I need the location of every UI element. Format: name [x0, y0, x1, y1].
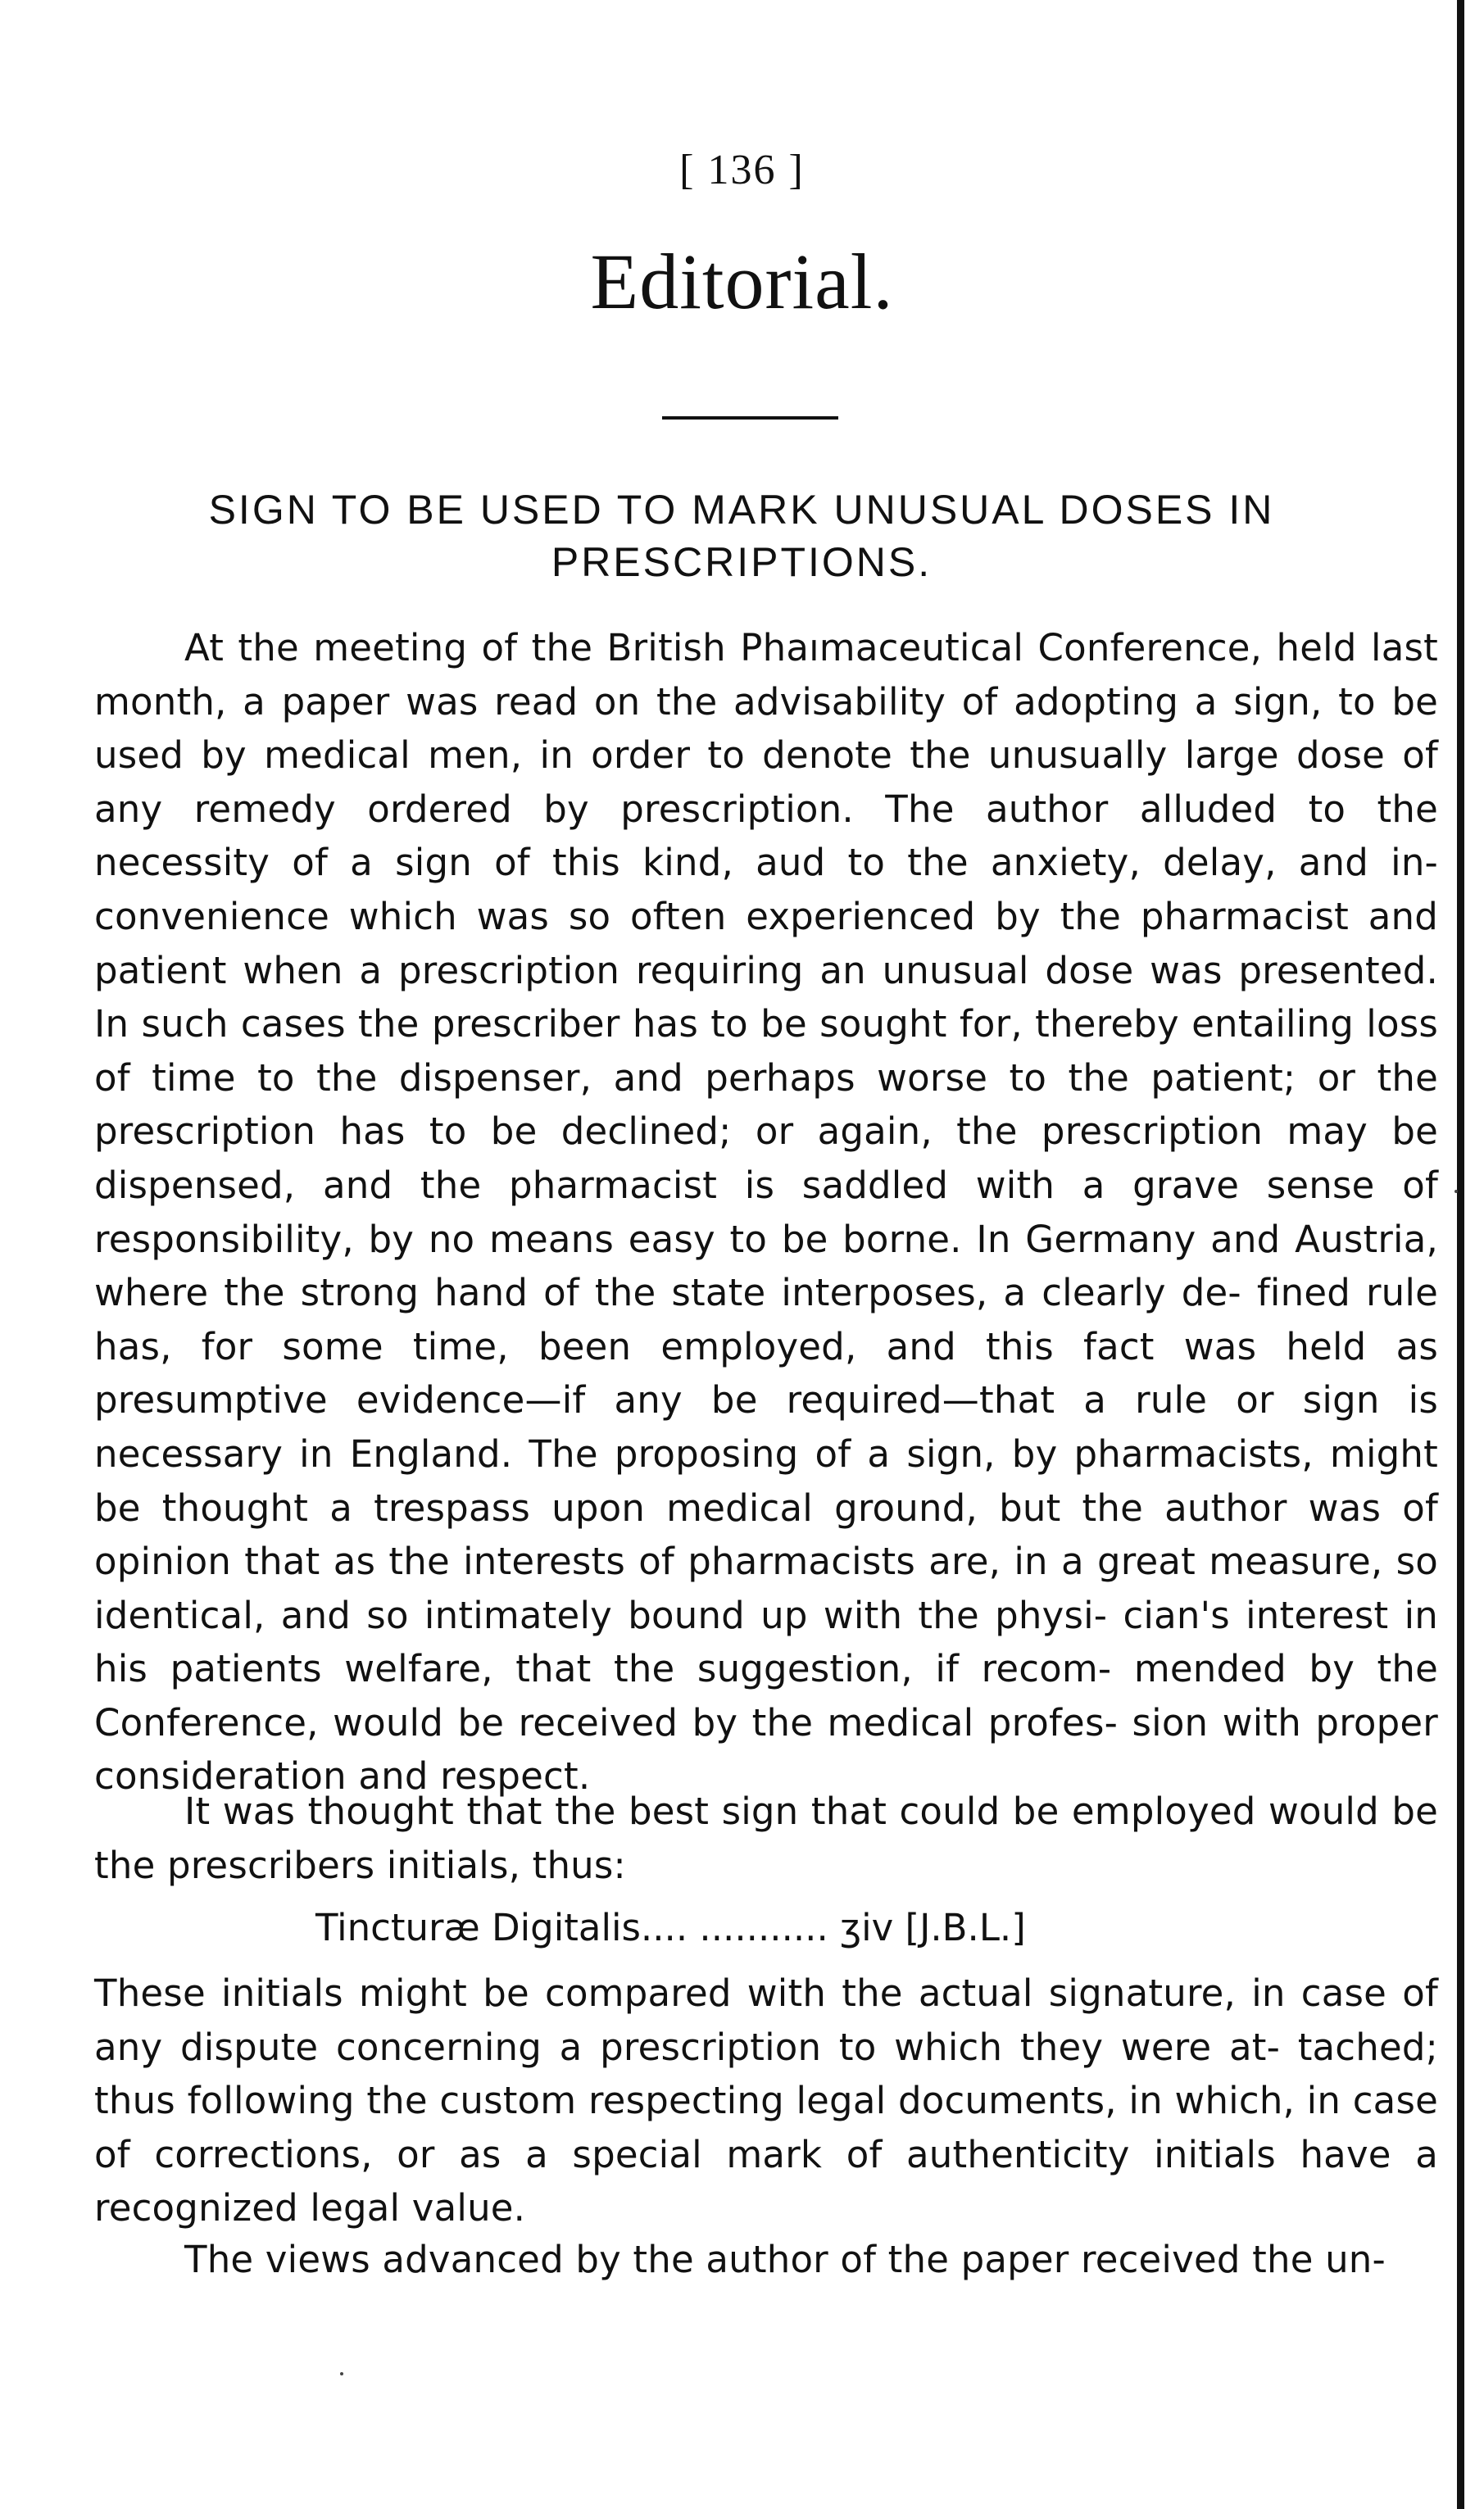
page-edge-rule: [1457, 0, 1464, 2509]
paragraph-3: These initials might be compared with the actual signature, in case of any dispute concerning a prescription to which they were at- tached; thus following the custom respecting legal documents, in which, in case of corrections, or as a special mark of authenticity initials have a recognized legal value.: [94, 1971, 1438, 2230]
scan-speck: [340, 2372, 343, 2375]
page-number: [ 136 ]: [679, 147, 805, 193]
article-headline: SIGN TO BE USED TO MARK UNUSUAL DOSES IN PRESCRIPTIONS.: [208, 487, 1275, 585]
paragraph-2: It was thought that the best sign that could be employed would be the prescribers initials, thus:: [94, 1790, 1438, 1887]
paragraph-4: The views advanced by the author of the paper received the un-: [184, 2238, 1386, 2281]
scan-speck: [1455, 1190, 1458, 1193]
page-title: Editorial.: [590, 238, 894, 325]
paragraph-1: At the meeting of the British Phaımaceutical Conference, held last month, a paper was read on the advisability of adopting a sign, to be used by medical men, in order to denote the unusually large dose of any remedy ordered by prescription. The author alluded to the necessity of a sign of this kind, aud to the anxiety, delay, and in- convenience which was so often experienced by the pharmacist and patient when a prescription requiring an unusual dose was presented. In such cases the prescriber has to be sought for, thereby entailing loss of time to the dispenser, and perhaps worse to the patient; or the prescription has to be declined; or again, the prescription may be dispensed, and the pharmacist is saddled with a grave sense of responsibility, by no means easy to be borne. In Germany and Austria, where the strong hand of the state interposes, a clearly de- fined rule has, for some time, been employed, and this fact was held as presumptive evidence—if any be required—that a rule or sign is necessary in England. The proposing of a sign, by pharmacists, might be thought a trespass upon medical ground, but the author was of opinion that as the interests of pharmacists are, in a great measure, so identical, and so intimately bound up with the physi- cian's interest in his patients welfare, that the suggestion, if recom- mended by the Conference, would be received by the medical profes- sion with proper consideration and respect.: [94, 626, 1438, 1799]
prescription-example: Tincturæ Digitalis.... ........... ʒiv [J.B.L.]: [315, 1906, 1026, 1949]
title-divider: [662, 416, 838, 420]
